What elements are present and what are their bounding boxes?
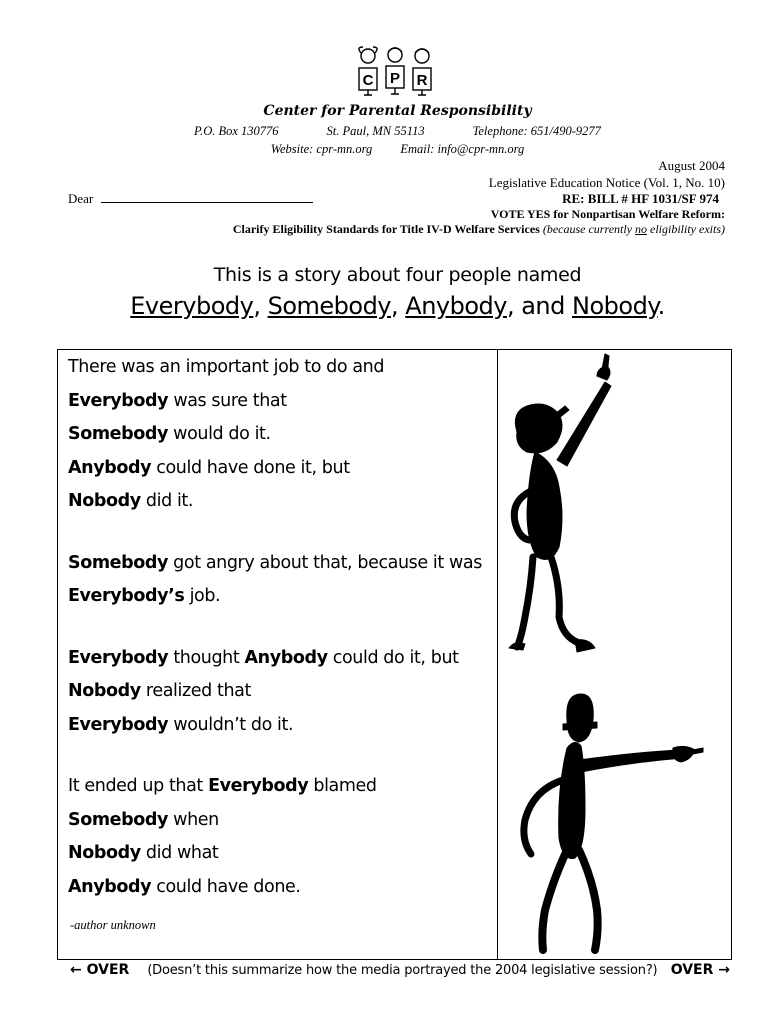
name-somebody: Somebody bbox=[267, 292, 392, 320]
stanza-gap bbox=[68, 617, 493, 645]
name-nobody: Nobody bbox=[572, 292, 658, 320]
poem-text: It ended up that bbox=[68, 776, 209, 796]
email: Email: info@cpr-mn.org bbox=[400, 142, 525, 156]
poem-name: Everybody’s bbox=[68, 586, 185, 606]
name-anybody: Anybody bbox=[405, 292, 507, 320]
letter-date: August 2004 bbox=[658, 158, 725, 173]
poem-line bbox=[68, 678, 493, 712]
poem-name: Everybody bbox=[68, 714, 169, 735]
salutation bbox=[68, 191, 313, 207]
separator: , bbox=[391, 292, 406, 320]
poem-name: Nobody bbox=[68, 491, 141, 511]
over-left-link: ← OVER bbox=[70, 962, 130, 978]
city-state: St. Paul, MN 55113 bbox=[326, 124, 425, 138]
poem-text: job. bbox=[184, 586, 221, 606]
footer-question: (Doesn’t this summarize how the media portrayed the 2004 legislative session?) bbox=[147, 963, 658, 978]
poem-name: Somebody bbox=[68, 809, 169, 830]
poem-line bbox=[68, 773, 493, 807]
author-credit: -author unknown bbox=[70, 918, 156, 932]
poem-text: could do it, but bbox=[327, 647, 459, 668]
poem-name: Anybody bbox=[244, 647, 328, 668]
dear-label: Dear bbox=[68, 191, 94, 206]
clarify-paren-open: (because currently bbox=[542, 222, 636, 236]
poem-line bbox=[68, 488, 493, 522]
poem-text: got angry about that, because it was bbox=[168, 552, 482, 573]
poem-text: did what bbox=[140, 843, 219, 863]
poem-name: Nobody bbox=[68, 843, 141, 863]
poem-text: realized that bbox=[140, 681, 251, 701]
bill-reference: RE: BILL # HF 1031/SF 974 bbox=[562, 191, 719, 206]
poem bbox=[68, 354, 493, 907]
poem-line bbox=[68, 645, 493, 679]
poem-text: thought bbox=[168, 647, 245, 668]
poem-text: could have done. bbox=[151, 876, 301, 897]
poem-name: Anybody bbox=[68, 457, 152, 478]
poem-text: would do it. bbox=[168, 424, 271, 444]
poem-name: Everybody bbox=[208, 776, 309, 796]
poem-name: Nobody bbox=[68, 681, 141, 701]
separator: , and bbox=[506, 292, 573, 320]
stanza-gap bbox=[68, 745, 493, 773]
poem-line bbox=[68, 550, 493, 584]
poem-line bbox=[68, 388, 493, 422]
name-everybody: Everybody bbox=[130, 292, 254, 320]
logo-letter-c: C bbox=[362, 72, 374, 89]
notice-volume: Legislative Education Notice (Vol. 1, No. 10) bbox=[488, 175, 725, 190]
vote-heading: VOTE YES for Nonpartisan Welfare Reform: bbox=[490, 207, 725, 221]
stick-figure-pointing-up-icon bbox=[505, 352, 615, 656]
website: Website: cpr-mn.org bbox=[270, 142, 373, 156]
clarify-line bbox=[233, 222, 725, 237]
footer bbox=[70, 962, 730, 978]
box-divider bbox=[497, 349, 498, 960]
poem-name: Everybody bbox=[68, 390, 169, 411]
logo-letter-r: R bbox=[416, 72, 428, 89]
poem-text: wouldn’t do it. bbox=[168, 714, 294, 735]
story-intro: This is a story about four people named bbox=[213, 264, 582, 286]
poem-line bbox=[68, 583, 493, 617]
contact-row-2 bbox=[0, 142, 770, 157]
period: . bbox=[657, 292, 665, 320]
poem-text: was sure that bbox=[168, 390, 287, 411]
poem-line bbox=[68, 354, 493, 388]
org-name: Center for Parental Responsibility bbox=[263, 103, 532, 119]
story-names bbox=[0, 292, 770, 320]
po-box: P.O. Box 130776 bbox=[194, 124, 279, 138]
logo-letter-p: P bbox=[389, 70, 401, 87]
contact-row-1 bbox=[0, 124, 770, 139]
clarify-text: Clarify Eligibility Standards for Title IV-D Welfare Services bbox=[232, 222, 540, 236]
poem-name: Anybody bbox=[68, 876, 152, 897]
poem-text: when bbox=[168, 809, 219, 830]
poem-text: There was an important job to do and bbox=[68, 357, 385, 377]
poem-text: blamed bbox=[308, 776, 377, 796]
poem-line bbox=[68, 712, 493, 746]
poem-text: could have done it, but bbox=[151, 457, 350, 478]
cpr-logo bbox=[350, 44, 440, 96]
poem-line bbox=[68, 807, 493, 841]
poem-line bbox=[68, 874, 493, 908]
poem-line bbox=[68, 421, 493, 455]
clarify-no: no bbox=[635, 222, 648, 236]
poem-name: Somebody bbox=[68, 424, 169, 444]
poem-text: did it. bbox=[140, 491, 194, 511]
name-blank-line bbox=[101, 192, 313, 203]
poem-line bbox=[68, 840, 493, 874]
poem-line bbox=[68, 455, 493, 489]
telephone: Telephone: 651/490-9277 bbox=[472, 124, 601, 138]
clarify-paren-close: eligibility exits) bbox=[647, 222, 725, 236]
poem-name: Everybody bbox=[68, 647, 169, 668]
poem-name: Somebody bbox=[68, 552, 169, 573]
stanza-gap bbox=[68, 522, 493, 550]
over-right-link: OVER → bbox=[670, 962, 730, 978]
stick-figure-pointing-right-icon bbox=[505, 690, 705, 960]
separator: , bbox=[253, 292, 268, 320]
